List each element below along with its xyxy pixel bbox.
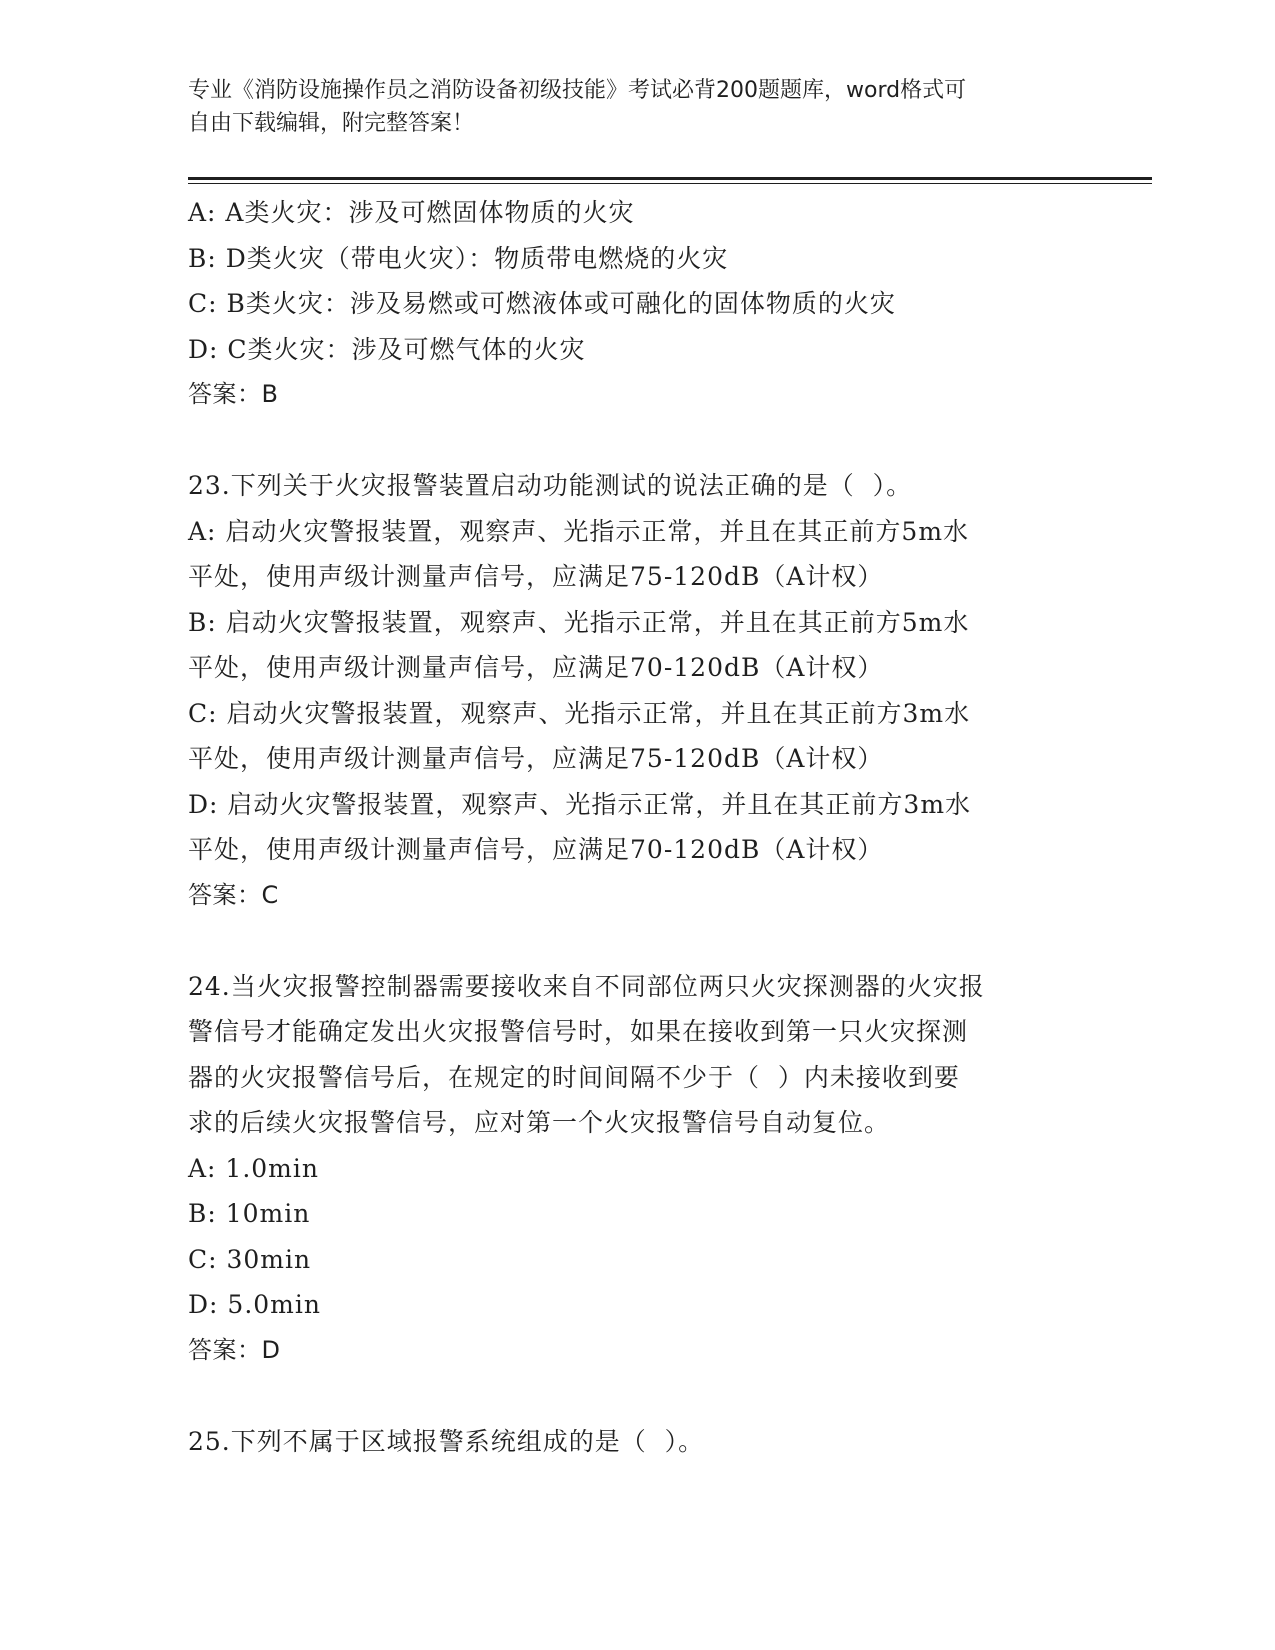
option-a: A: 启动火灾警报装置，观察声、光指示正常，并且在其正前方5m水 [188, 516, 970, 546]
question-stem-line-3: 器的火灾报警信号后，在规定的时间间隔不少于（ ）内未接收到要 [188, 1062, 960, 1092]
header-divider-thin [188, 183, 1152, 184]
option-d: D: 启动火灾警报装置，观察声、光指示正常，并且在其正前方3m水 [188, 789, 972, 819]
question-stem-line-1: 24.当火灾报警控制器需要接收来自不同部位两只火灾探测器的火灾报 [188, 971, 985, 1001]
question-stem-line-4: 求的后续火灾报警信号，应对第一个火灾报警信号自动复位。 [188, 1108, 891, 1137]
header-line-1: 专业《消防设施操作员之消防设备初级技能》考试必背200题题库，word格式可 [188, 78, 967, 103]
header-line-2: 自由下载编辑，附完整答案！ [188, 111, 475, 136]
answer-label: 答案：C [188, 880, 279, 909]
option-c: C: 30min [188, 1244, 312, 1274]
option-a: A: A类火灾：涉及可燃固体物质的火灾 [188, 198, 635, 227]
option-d: D: 5.0min [188, 1290, 321, 1319]
question-24 [188, 964, 1088, 1374]
option-b: B: 10min [188, 1199, 311, 1228]
option-a: A: 1.0min [188, 1153, 319, 1183]
option-b-continued: 平处，使用声级计测量声信号，应满足70-120dB（A计权） [188, 653, 884, 682]
question-25 [188, 1419, 1088, 1465]
question-content [188, 190, 1088, 1464]
question-22 [188, 190, 1088, 418]
question-spacer [188, 918, 1088, 964]
option-c: C: 启动火灾警报装置，观察声、光指示正常，并且在其正前方3m水 [188, 698, 971, 728]
question-stem: 23.下列关于火灾报警装置启动功能测试的说法正确的是（ ）。 [188, 471, 913, 500]
header-divider-thick [188, 177, 1152, 180]
answer-label: 答案：B [188, 380, 279, 408]
option-a-continued: 平处，使用声级计测量声信号，应满足75-120dB（A计权） [188, 562, 884, 591]
question-spacer [188, 418, 1088, 464]
option-c-continued: 平处，使用声级计测量声信号，应满足75-120dB（A计权） [188, 744, 884, 773]
option-b: B: 启动火灾警报装置，观察声、光指示正常，并且在其正前方5m水 [188, 607, 970, 637]
option-c: C: B类火灾：涉及易燃或可燃液体或可融化的固体物质的火灾 [188, 289, 896, 318]
answer-label: 答案：D [188, 1335, 281, 1364]
question-stem: 25.下列不属于区域报警系统组成的是（ ）。 [188, 1426, 705, 1456]
option-b: B: D类火灾（带电火灾）：物质带电燃烧的火灾 [188, 243, 729, 273]
question-23 [188, 463, 1088, 918]
option-d-continued: 平处，使用声级计测量声信号，应满足70-120dB（A计权） [188, 835, 884, 864]
question-stem-line-2: 警信号才能确定发出火灾报警信号时，如果在接收到第一只火灾探测 [188, 1017, 969, 1046]
option-d: D: C类火灾：涉及可燃气体的火灾 [188, 334, 586, 364]
document-header [188, 74, 1068, 140]
question-spacer [188, 1373, 1088, 1419]
